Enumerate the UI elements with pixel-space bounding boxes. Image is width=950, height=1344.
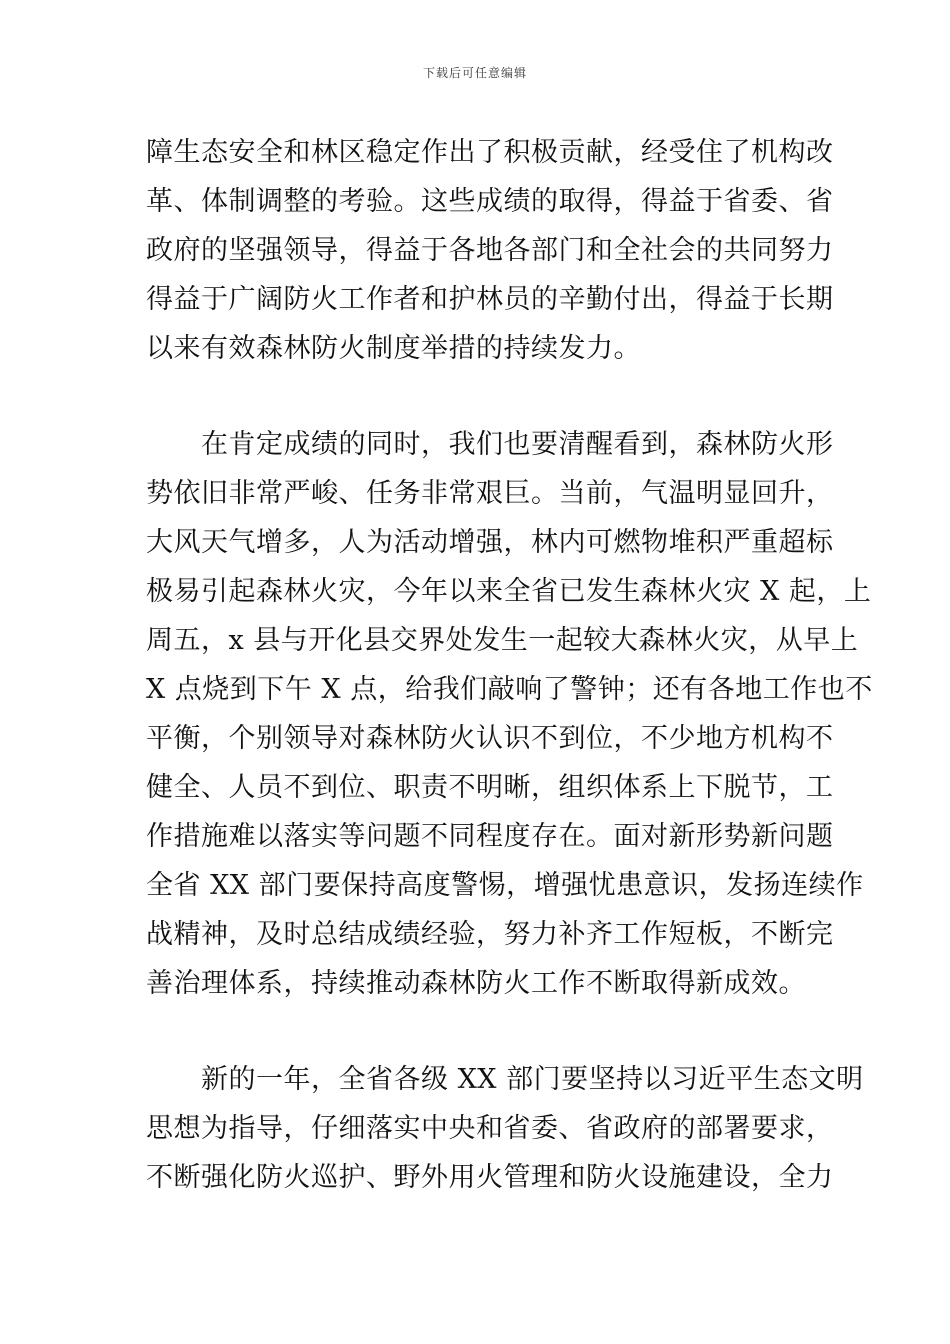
paragraph-2 <box>146 420 873 1008</box>
text-line: 不断强化防火巡护、野外用火管理和防火设施建设，全力 <box>146 1162 834 1193</box>
text-line: 战精神，及时总结成绩经验，努力补齐工作短板，不断完 <box>146 919 834 950</box>
text-line: X 点烧到下午 X 点，给我们敲响了警钟；还有各地工作也不 <box>146 674 873 705</box>
text-line: 周五，x 县与开化县交界处发生一起较大森林火灾，从早上 <box>146 625 859 656</box>
text-line: 在肯定成绩的同时，我们也要清醒看到，森林防火形 <box>146 429 834 460</box>
text-line: 政府的坚强领导，得益于各地各部门和全社会的共同努力 <box>146 235 834 266</box>
text-line: 健全、人员不到位、职责不明晰，组织体系上下脱节，工 <box>146 772 834 803</box>
text-line: 革、体制调整的考验。这些成绩的取得，得益于省委、省 <box>146 186 834 217</box>
paragraph-gap <box>146 1008 818 1055</box>
paragraph-3 <box>146 1055 864 1202</box>
text-line: 作措施难以落实等问题不同程度存在。面对新形势新问题 <box>146 821 834 852</box>
text-line: 平衡，个别领导对森林防火认识不到位，不少地方机构不 <box>146 723 834 754</box>
paragraph-1 <box>146 128 834 373</box>
text-line: 得益于广阔防火工作者和护林员的辛勤付出，得益于长期 <box>146 284 834 315</box>
text-line: 新的一年，全省各级 XX 部门要坚持以习近平生态文明 <box>146 1064 864 1095</box>
paragraph-gap <box>146 373 818 420</box>
text-line: 极易引起森林火灾，今年以来全省已发生森林火灾 X 起，上 <box>146 576 872 607</box>
text-line: 全省 XX 部门要保持高度警惕，增强忧患意识，发扬连续作 <box>146 870 864 901</box>
header-note: 下载后可任意编辑 <box>422 66 527 80</box>
text-line: 以来有效森林防火制度举措的持续发力。 <box>146 333 641 364</box>
text-line: 大风天气增多，人为活动增强，林内可燃物堆积严重超标 <box>146 527 834 558</box>
text-line: 善治理体系，持续推动森林防火工作不断取得新成效。 <box>146 968 806 999</box>
text-line: 势依旧非常严峻、任务非常艰巨。当前，气温明显回升， <box>146 478 834 509</box>
text-line: 思想为指导，仔细落实中央和省委、省政府的部署要求， <box>146 1113 834 1144</box>
text-line: 障生态安全和林区稳定作出了积极贡献，经受住了机构改 <box>146 137 834 168</box>
body-text <box>146 128 873 1202</box>
